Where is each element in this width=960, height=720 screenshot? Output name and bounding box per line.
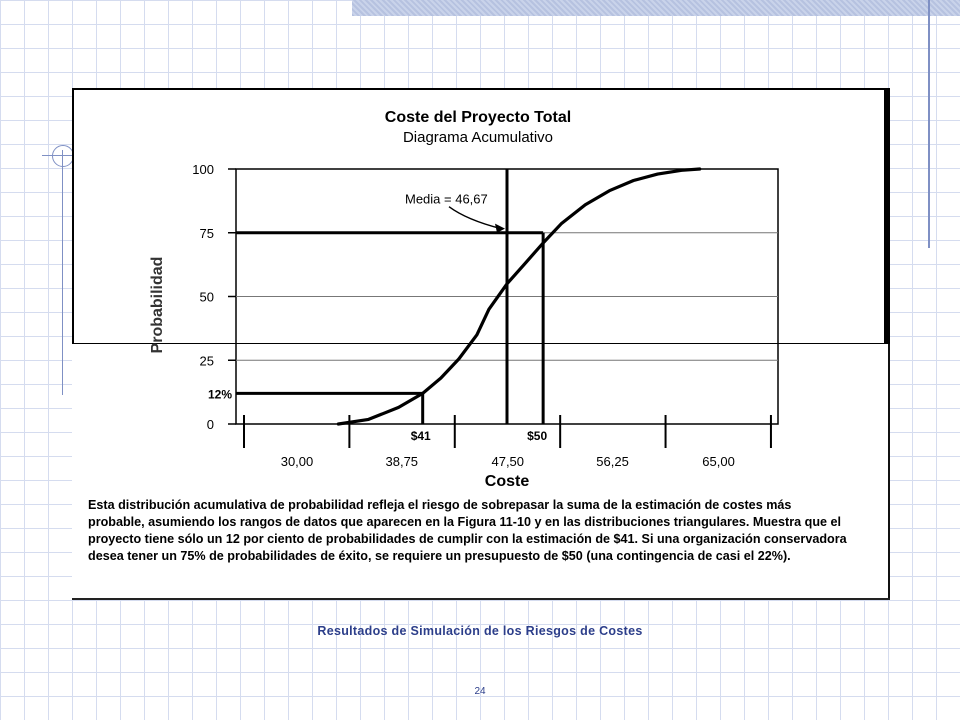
media-annotation: Media = 46,67 [405, 191, 488, 207]
marker-50-label: $50 [527, 429, 548, 443]
y-axis-label: Probabilidad [149, 256, 166, 354]
marker-41-label: $41 [410, 429, 431, 443]
x-tick-label-2: 47,50 [491, 454, 525, 469]
x-tick-label-1: 38,75 [385, 454, 419, 469]
x-tick-label-3: 56,25 [596, 454, 629, 469]
y-tick-label-50: 50 [199, 289, 214, 305]
pct-12-label: 12% [207, 387, 232, 402]
x-axis-label: Coste [484, 473, 530, 490]
media-arrow [449, 207, 501, 229]
y-tick-label-25: 25 [199, 353, 214, 369]
page-number: 24 [474, 686, 486, 697]
slide-title: Resultados de Simulación de los Riesgos de Costes [317, 624, 643, 638]
figure-caption: Esta distribución acumulativa de probabilidad refleja el riesgo de sobrepasar la suma de la estimación de costes más probable, asumiendo los rangos de datos que aparecen en la Figura 11-10 y en las distribuciones triangulares. Muestra que el proyecto tiene sólo un 12 por ciento de probabilidades de cumplir con la estimación de $41. Si una organización conservadora desea tener un 75% de probabilidades de éxito, se requiere un presupuesto de $50 (una contingencia de casi el 22%). [88, 498, 847, 563]
x-tick-label-4: 65,00 [702, 454, 735, 469]
y-tick-label-0: 0 [206, 417, 214, 432]
chart-subtitle: Diagrama Acumulativo [402, 129, 554, 146]
chart-title: Coste del Proyecto Total [384, 109, 572, 126]
y-tick-label-100: 100 [192, 162, 214, 177]
x-tick-label-0: 30,00 [280, 454, 314, 469]
y-tick-label-75: 75 [199, 225, 214, 241]
